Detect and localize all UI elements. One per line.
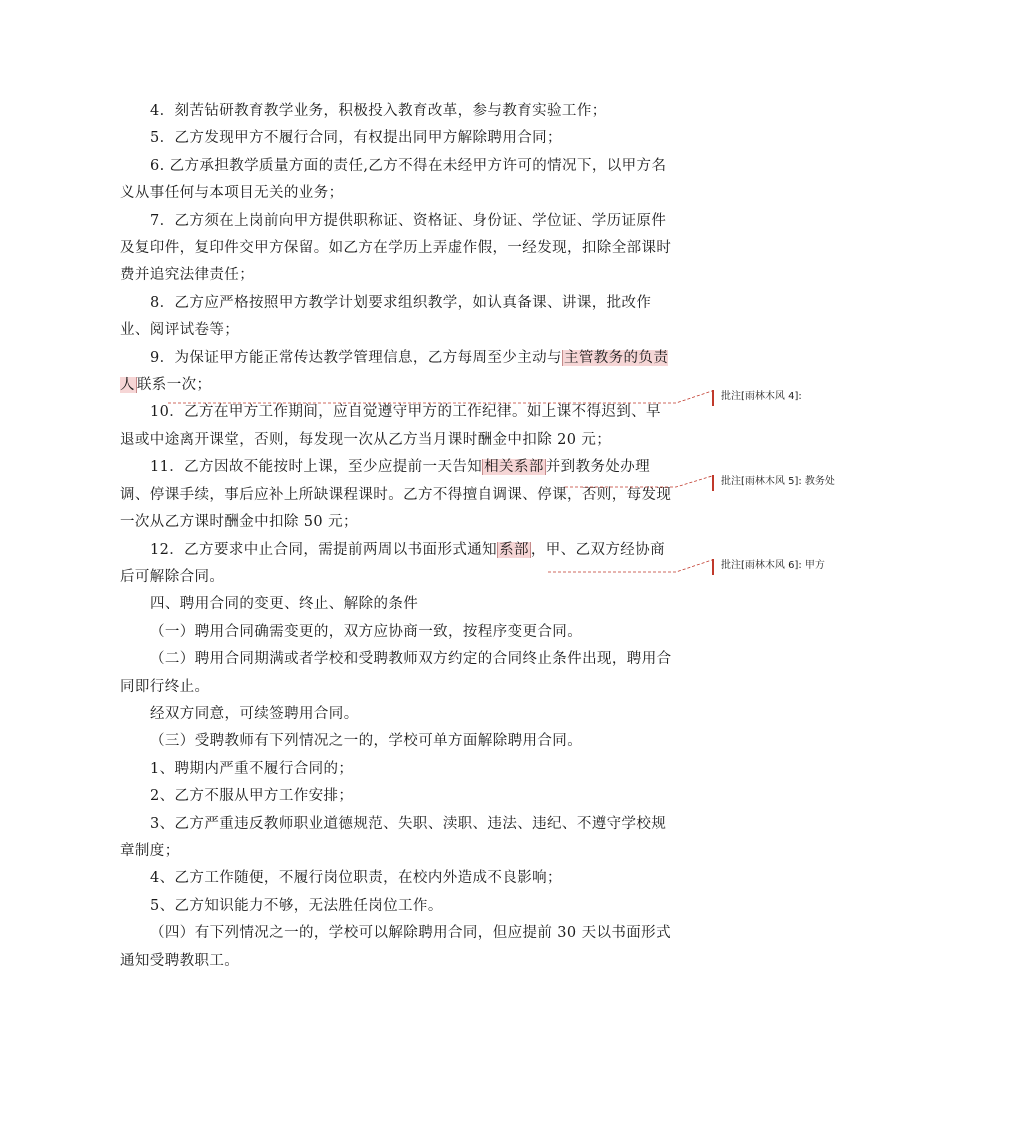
comment-highlight-4[interactable]: 主管教务的负责人 bbox=[120, 349, 669, 394]
paragraph-text: 12．乙方要求中止合同，需提前两周以书面形式通知 bbox=[150, 541, 498, 558]
paragraph-item-9 bbox=[120, 345, 675, 400]
clause-4: （四）有下列情况之一的，学校可以解除聘用合同，但应提前 30 天以书面形式通知受聘教职工。 bbox=[120, 925, 671, 969]
document-body bbox=[120, 98, 675, 975]
clause-renew: 经双方同意，可续签聘用合同。 bbox=[150, 705, 359, 722]
paragraph-item-10: 10．乙方在甲方工作期间，应自觉遵守甲方的工作纪律。如上课不得迟到、早退或中途离开课堂，否则，每发现一次从乙方当月课时酬金中扣除 20 元； bbox=[120, 404, 661, 448]
comment-text: 甲方 bbox=[804, 560, 825, 571]
list-item-4: 4、乙方工作随便，不履行岗位职责，在校内外造成不良影响； bbox=[150, 870, 562, 887]
list-item-2: 2、乙方不服从甲方工作安排； bbox=[150, 788, 354, 805]
paragraph-item-7: 7．乙方须在上岗前向甲方提供职称证、资格证、身份证、学位证、学历证原件及复印件，复印件交甲方保留。如乙方在学历上弄虚作假，一经发现，扣除全部课时费并追究法律责任； bbox=[120, 212, 672, 284]
paragraph-text: ，甲、乙双方经协商后可解除合同。 bbox=[120, 541, 665, 585]
clause-2: （二）聘用合同期满或者学校和受聘教师双方约定的合同终止条件出现，聘用合同即行终止。 bbox=[120, 651, 672, 695]
paragraph-text: 9．为保证甲方能正常传达教学管理信息，乙方每周至少主动与 bbox=[150, 349, 562, 366]
paragraph-item-4: 4．刻苦钻研教育教学业务，积极投入教育改革，参与教育实验工作； bbox=[150, 103, 607, 119]
comment-balloon-5[interactable] bbox=[712, 475, 835, 491]
paragraph-item-6: 6. 乙方承担教学质量方面的责任,乙方不得在未经甲方许可的情况下，以甲方名义从事任何与本项目无关的业务； bbox=[120, 157, 667, 202]
clause-3: （三）受聘教师有下列情况之一的，学校可单方面解除聘用合同。 bbox=[150, 733, 583, 750]
comment-balloon-4[interactable] bbox=[712, 390, 802, 406]
comment-label: 批注[雨林木风 5]: bbox=[721, 476, 802, 487]
paragraph-item-12 bbox=[120, 537, 675, 592]
clause-1: （一）聘用合同确需变更的，双方应协商一致，按程序变更合同。 bbox=[150, 623, 583, 640]
paragraph-item-11 bbox=[120, 454, 675, 536]
comment-label: 批注[雨林木风 4]: bbox=[721, 391, 802, 402]
paragraph-text: 并到教务处办理调、停课手续，事后应补上所缺课程课时。乙方不得擅自调课、停课，否则，每发现一次从乙方课时酬金中扣除 50 元； bbox=[120, 459, 672, 531]
comment-highlight-6[interactable]: 系部 bbox=[499, 541, 529, 558]
list-item-5: 5、乙方知识能力不够，无法胜任岗位工作。 bbox=[150, 897, 443, 914]
list-item-1: 1、聘期内严重不履行合同的； bbox=[150, 760, 354, 777]
list-item-3: 3、乙方严重违反教师职业道德规范、失职、渎职、违法、违纪、不遵守学校规章制度； bbox=[120, 815, 667, 859]
comment-label: 批注[雨林木风 6]: bbox=[721, 560, 802, 571]
paragraph-item-8: 8．乙方应严格按照甲方教学计划要求组织教学，如认真备课、讲课，批改作业、阅评试卷等； bbox=[120, 294, 652, 339]
section-heading: 四、聘用合同的变更、终止、解除的条件 bbox=[150, 596, 419, 613]
comment-highlight-5[interactable]: 相关系部 bbox=[484, 459, 544, 476]
comment-text: 教务处 bbox=[804, 476, 835, 487]
paragraph-text: 11．乙方因故不能按时上课，至少应提前一天告知 bbox=[150, 459, 483, 476]
paragraph-item-5: 5．乙方发现甲方不履行合同，有权提出同甲方解除聘用合同； bbox=[150, 130, 562, 147]
comment-balloon-6[interactable] bbox=[712, 559, 825, 575]
paragraph-text: 联系一次； bbox=[136, 377, 212, 394]
